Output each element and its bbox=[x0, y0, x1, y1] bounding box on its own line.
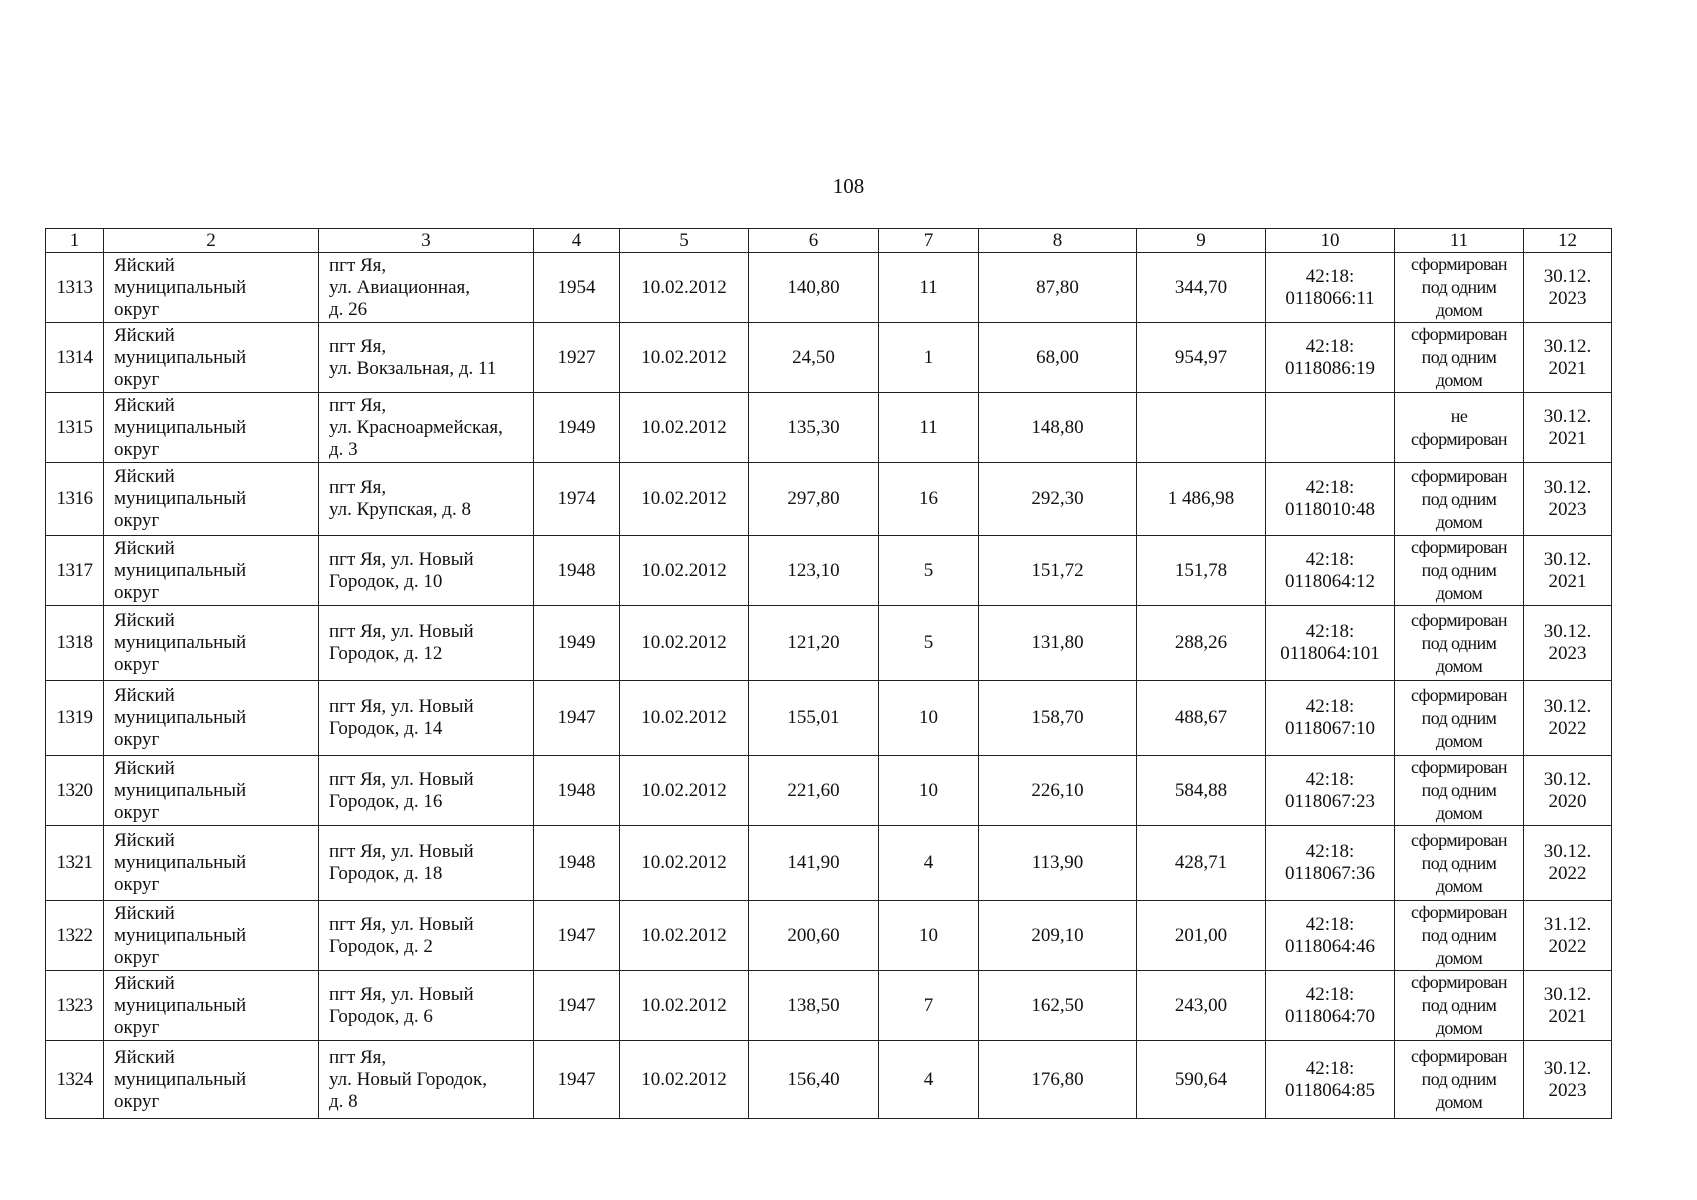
row-number-cell: 1317 bbox=[46, 536, 104, 606]
area-cell: 131,80 bbox=[979, 606, 1137, 681]
area-cell: 162,50 bbox=[979, 971, 1137, 1041]
deadline-date-cell: 30.12. 2023 bbox=[1524, 606, 1612, 681]
land-area-cell: 344,70 bbox=[1137, 253, 1266, 323]
area-cell: 151,72 bbox=[979, 536, 1137, 606]
date-cell: 10.02.2012 bbox=[620, 323, 749, 393]
column-header: 1 bbox=[46, 229, 104, 253]
table-row bbox=[46, 756, 1612, 826]
land-area-cell bbox=[1137, 393, 1266, 463]
land-area-cell: 288,26 bbox=[1137, 606, 1266, 681]
municipality-cell: Яйский муниципальный округ bbox=[104, 463, 319, 536]
deadline-date-cell: 30.12. 2021 bbox=[1524, 393, 1612, 463]
area-cell: 200,60 bbox=[749, 901, 879, 971]
year-built-cell: 1947 bbox=[534, 1041, 620, 1119]
municipality-cell: Яйский муниципальный округ bbox=[104, 253, 319, 323]
municipality-cell: Яйский муниципальный округ bbox=[104, 393, 319, 463]
land-status-cell: сформирован под одним домом bbox=[1395, 1041, 1524, 1119]
address-cell: пгт Яя, ул. Новый Городок, д. 2 bbox=[319, 901, 534, 971]
deadline-date-cell: 30.12. 2021 bbox=[1524, 971, 1612, 1041]
address-cell: пгт Яя, ул. Новый Городок, д. 14 bbox=[319, 681, 534, 756]
address-cell: пгт Яя, ул. Вокзальная, д. 11 bbox=[319, 323, 534, 393]
date-cell: 10.02.2012 bbox=[620, 826, 749, 901]
cadastral-number-cell: 42:18: 0118064:85 bbox=[1266, 1041, 1395, 1119]
date-cell: 10.02.2012 bbox=[620, 463, 749, 536]
residents-count-cell: 10 bbox=[879, 901, 979, 971]
land-area-cell: 488,67 bbox=[1137, 681, 1266, 756]
deadline-date-cell: 30.12. 2023 bbox=[1524, 463, 1612, 536]
municipality-cell: Яйский муниципальный округ bbox=[104, 901, 319, 971]
cadastral-number-cell: 42:18: 0118067:10 bbox=[1266, 681, 1395, 756]
address-cell: пгт Яя, ул. Новый Городок, д. 12 bbox=[319, 606, 534, 681]
land-status-cell: сформирован под одним домом bbox=[1395, 606, 1524, 681]
land-area-cell: 584,88 bbox=[1137, 756, 1266, 826]
row-number-cell: 1315 bbox=[46, 393, 104, 463]
cadastral-number-cell: 42:18: 0118086:19 bbox=[1266, 323, 1395, 393]
area-cell: 226,10 bbox=[979, 756, 1137, 826]
date-cell: 10.02.2012 bbox=[620, 253, 749, 323]
municipality-cell: Яйский муниципальный округ bbox=[104, 536, 319, 606]
residents-count-cell: 1 bbox=[879, 323, 979, 393]
date-cell: 10.02.2012 bbox=[620, 901, 749, 971]
table-row bbox=[46, 463, 1612, 536]
area-cell: 141,90 bbox=[749, 826, 879, 901]
row-number-cell: 1314 bbox=[46, 323, 104, 393]
residents-count-cell: 10 bbox=[879, 681, 979, 756]
area-cell: 221,60 bbox=[749, 756, 879, 826]
land-area-cell: 954,97 bbox=[1137, 323, 1266, 393]
housing-registry-table bbox=[45, 228, 1612, 1119]
row-number-cell: 1323 bbox=[46, 971, 104, 1041]
table-row bbox=[46, 606, 1612, 681]
deadline-date-cell: 30.12. 2022 bbox=[1524, 681, 1612, 756]
year-built-cell: 1947 bbox=[534, 901, 620, 971]
year-built-cell: 1974 bbox=[534, 463, 620, 536]
address-cell: пгт Яя, ул. Авиационная, д. 26 bbox=[319, 253, 534, 323]
land-status-cell: сформирован под одним домом bbox=[1395, 323, 1524, 393]
municipality-cell: Яйский муниципальный округ bbox=[104, 606, 319, 681]
residents-count-cell: 4 bbox=[879, 826, 979, 901]
year-built-cell: 1948 bbox=[534, 756, 620, 826]
deadline-date-cell: 30.12. 2022 bbox=[1524, 826, 1612, 901]
address-cell: пгт Яя, ул. Красноармейская, д. 3 bbox=[319, 393, 534, 463]
cadastral-number-cell: 42:18: 0118010:48 bbox=[1266, 463, 1395, 536]
municipality-cell: Яйский муниципальный округ bbox=[104, 681, 319, 756]
column-number-row bbox=[46, 229, 1612, 253]
year-built-cell: 1947 bbox=[534, 971, 620, 1041]
table-row bbox=[46, 901, 1612, 971]
row-number-cell: 1324 bbox=[46, 1041, 104, 1119]
area-cell: 113,90 bbox=[979, 826, 1137, 901]
area-cell: 24,50 bbox=[749, 323, 879, 393]
land-status-cell: не сформирован bbox=[1395, 393, 1524, 463]
area-cell: 292,30 bbox=[979, 463, 1137, 536]
row-number-cell: 1322 bbox=[46, 901, 104, 971]
land-area-cell: 1 486,98 bbox=[1137, 463, 1266, 536]
land-status-cell: сформирован под одним домом bbox=[1395, 971, 1524, 1041]
land-area-cell: 428,71 bbox=[1137, 826, 1266, 901]
residents-count-cell: 11 bbox=[879, 253, 979, 323]
address-cell: пгт Яя, ул. Новый Городок, д. 8 bbox=[319, 1041, 534, 1119]
cadastral-number-cell: 42:18: 0118067:36 bbox=[1266, 826, 1395, 901]
residents-count-cell: 16 bbox=[879, 463, 979, 536]
cadastral-number-cell: 42:18: 0118067:23 bbox=[1266, 756, 1395, 826]
year-built-cell: 1949 bbox=[534, 606, 620, 681]
column-header: 3 bbox=[319, 229, 534, 253]
year-built-cell: 1948 bbox=[534, 536, 620, 606]
deadline-date-cell: 30.12. 2021 bbox=[1524, 536, 1612, 606]
address-cell: пгт Яя, ул. Новый Городок, д. 6 bbox=[319, 971, 534, 1041]
land-status-cell: сформирован под одним домом bbox=[1395, 756, 1524, 826]
table-row bbox=[46, 1041, 1612, 1119]
cadastral-number-cell bbox=[1266, 393, 1395, 463]
area-cell: 135,30 bbox=[749, 393, 879, 463]
date-cell: 10.02.2012 bbox=[620, 756, 749, 826]
column-header: 4 bbox=[534, 229, 620, 253]
residents-count-cell: 5 bbox=[879, 536, 979, 606]
area-cell: 297,80 bbox=[749, 463, 879, 536]
column-header: 6 bbox=[749, 229, 879, 253]
address-cell: пгт Яя, ул. Крупская, д. 8 bbox=[319, 463, 534, 536]
area-cell: 155,01 bbox=[749, 681, 879, 756]
municipality-cell: Яйский муниципальный округ bbox=[104, 1041, 319, 1119]
land-status-cell: сформирован под одним домом bbox=[1395, 901, 1524, 971]
residents-count-cell: 4 bbox=[879, 1041, 979, 1119]
address-cell: пгт Яя, ул. Новый Городок, д. 18 bbox=[319, 826, 534, 901]
residents-count-cell: 5 bbox=[879, 606, 979, 681]
year-built-cell: 1947 bbox=[534, 681, 620, 756]
area-cell: 123,10 bbox=[749, 536, 879, 606]
residents-count-cell: 10 bbox=[879, 756, 979, 826]
cadastral-number-cell: 42:18: 0118064:12 bbox=[1266, 536, 1395, 606]
date-cell: 10.02.2012 bbox=[620, 606, 749, 681]
area-cell: 158,70 bbox=[979, 681, 1137, 756]
date-cell: 10.02.2012 bbox=[620, 536, 749, 606]
column-header: 9 bbox=[1137, 229, 1266, 253]
area-cell: 140,80 bbox=[749, 253, 879, 323]
date-cell: 10.02.2012 bbox=[620, 1041, 749, 1119]
land-area-cell: 151,78 bbox=[1137, 536, 1266, 606]
row-number-cell: 1320 bbox=[46, 756, 104, 826]
row-number-cell: 1318 bbox=[46, 606, 104, 681]
cadastral-number-cell: 42:18: 0118066:11 bbox=[1266, 253, 1395, 323]
table-header bbox=[46, 229, 1612, 253]
row-number-cell: 1321 bbox=[46, 826, 104, 901]
area-cell: 121,20 bbox=[749, 606, 879, 681]
column-header: 11 bbox=[1395, 229, 1524, 253]
deadline-date-cell: 30.12. 2023 bbox=[1524, 253, 1612, 323]
address-cell: пгт Яя, ул. Новый Городок, д. 10 bbox=[319, 536, 534, 606]
area-cell: 176,80 bbox=[979, 1041, 1137, 1119]
municipality-cell: Яйский муниципальный округ bbox=[104, 971, 319, 1041]
area-cell: 148,80 bbox=[979, 393, 1137, 463]
area-cell: 87,80 bbox=[979, 253, 1137, 323]
column-header: 5 bbox=[620, 229, 749, 253]
table-row bbox=[46, 536, 1612, 606]
area-cell: 138,50 bbox=[749, 971, 879, 1041]
cadastral-number-cell: 42:18: 0118064:46 bbox=[1266, 901, 1395, 971]
column-header: 8 bbox=[979, 229, 1137, 253]
date-cell: 10.02.2012 bbox=[620, 681, 749, 756]
table-row bbox=[46, 253, 1612, 323]
row-number-cell: 1316 bbox=[46, 463, 104, 536]
year-built-cell: 1954 bbox=[534, 253, 620, 323]
cadastral-number-cell: 42:18: 0118064:70 bbox=[1266, 971, 1395, 1041]
municipality-cell: Яйский муниципальный округ bbox=[104, 756, 319, 826]
land-status-cell: сформирован под одним домом bbox=[1395, 463, 1524, 536]
table-row bbox=[46, 681, 1612, 756]
land-status-cell: сформирован под одним домом bbox=[1395, 826, 1524, 901]
year-built-cell: 1927 bbox=[534, 323, 620, 393]
deadline-date-cell: 30.12. 2021 bbox=[1524, 323, 1612, 393]
date-cell: 10.02.2012 bbox=[620, 971, 749, 1041]
row-number-cell: 1313 bbox=[46, 253, 104, 323]
residents-count-cell: 7 bbox=[879, 971, 979, 1041]
deadline-date-cell: 30.12. 2020 bbox=[1524, 756, 1612, 826]
area-cell: 209,10 bbox=[979, 901, 1137, 971]
address-cell: пгт Яя, ул. Новый Городок, д. 16 bbox=[319, 756, 534, 826]
table-row bbox=[46, 826, 1612, 901]
deadline-date-cell: 31.12. 2022 bbox=[1524, 901, 1612, 971]
residents-count-cell: 11 bbox=[879, 393, 979, 463]
land-status-cell: сформирован под одним домом bbox=[1395, 681, 1524, 756]
row-number-cell: 1319 bbox=[46, 681, 104, 756]
table-row bbox=[46, 393, 1612, 463]
cadastral-number-cell: 42:18: 0118064:101 bbox=[1266, 606, 1395, 681]
date-cell: 10.02.2012 bbox=[620, 393, 749, 463]
land-status-cell: сформирован под одним домом bbox=[1395, 536, 1524, 606]
column-header: 2 bbox=[104, 229, 319, 253]
page-number: 108 bbox=[832, 174, 865, 198]
table-row bbox=[46, 971, 1612, 1041]
table-body bbox=[46, 253, 1612, 1119]
municipality-cell: Яйский муниципальный округ bbox=[104, 826, 319, 901]
land-area-cell: 201,00 bbox=[1137, 901, 1266, 971]
column-header: 10 bbox=[1266, 229, 1395, 253]
land-area-cell: 590,64 bbox=[1137, 1041, 1266, 1119]
year-built-cell: 1948 bbox=[534, 826, 620, 901]
table-row bbox=[46, 323, 1612, 393]
land-area-cell: 243,00 bbox=[1137, 971, 1266, 1041]
municipality-cell: Яйский муниципальный округ bbox=[104, 323, 319, 393]
land-status-cell: сформирован под одним домом bbox=[1395, 253, 1524, 323]
area-cell: 68,00 bbox=[979, 323, 1137, 393]
column-header: 12 bbox=[1524, 229, 1612, 253]
area-cell: 156,40 bbox=[749, 1041, 879, 1119]
column-header: 7 bbox=[879, 229, 979, 253]
deadline-date-cell: 30.12. 2023 bbox=[1524, 1041, 1612, 1119]
year-built-cell: 1949 bbox=[534, 393, 620, 463]
